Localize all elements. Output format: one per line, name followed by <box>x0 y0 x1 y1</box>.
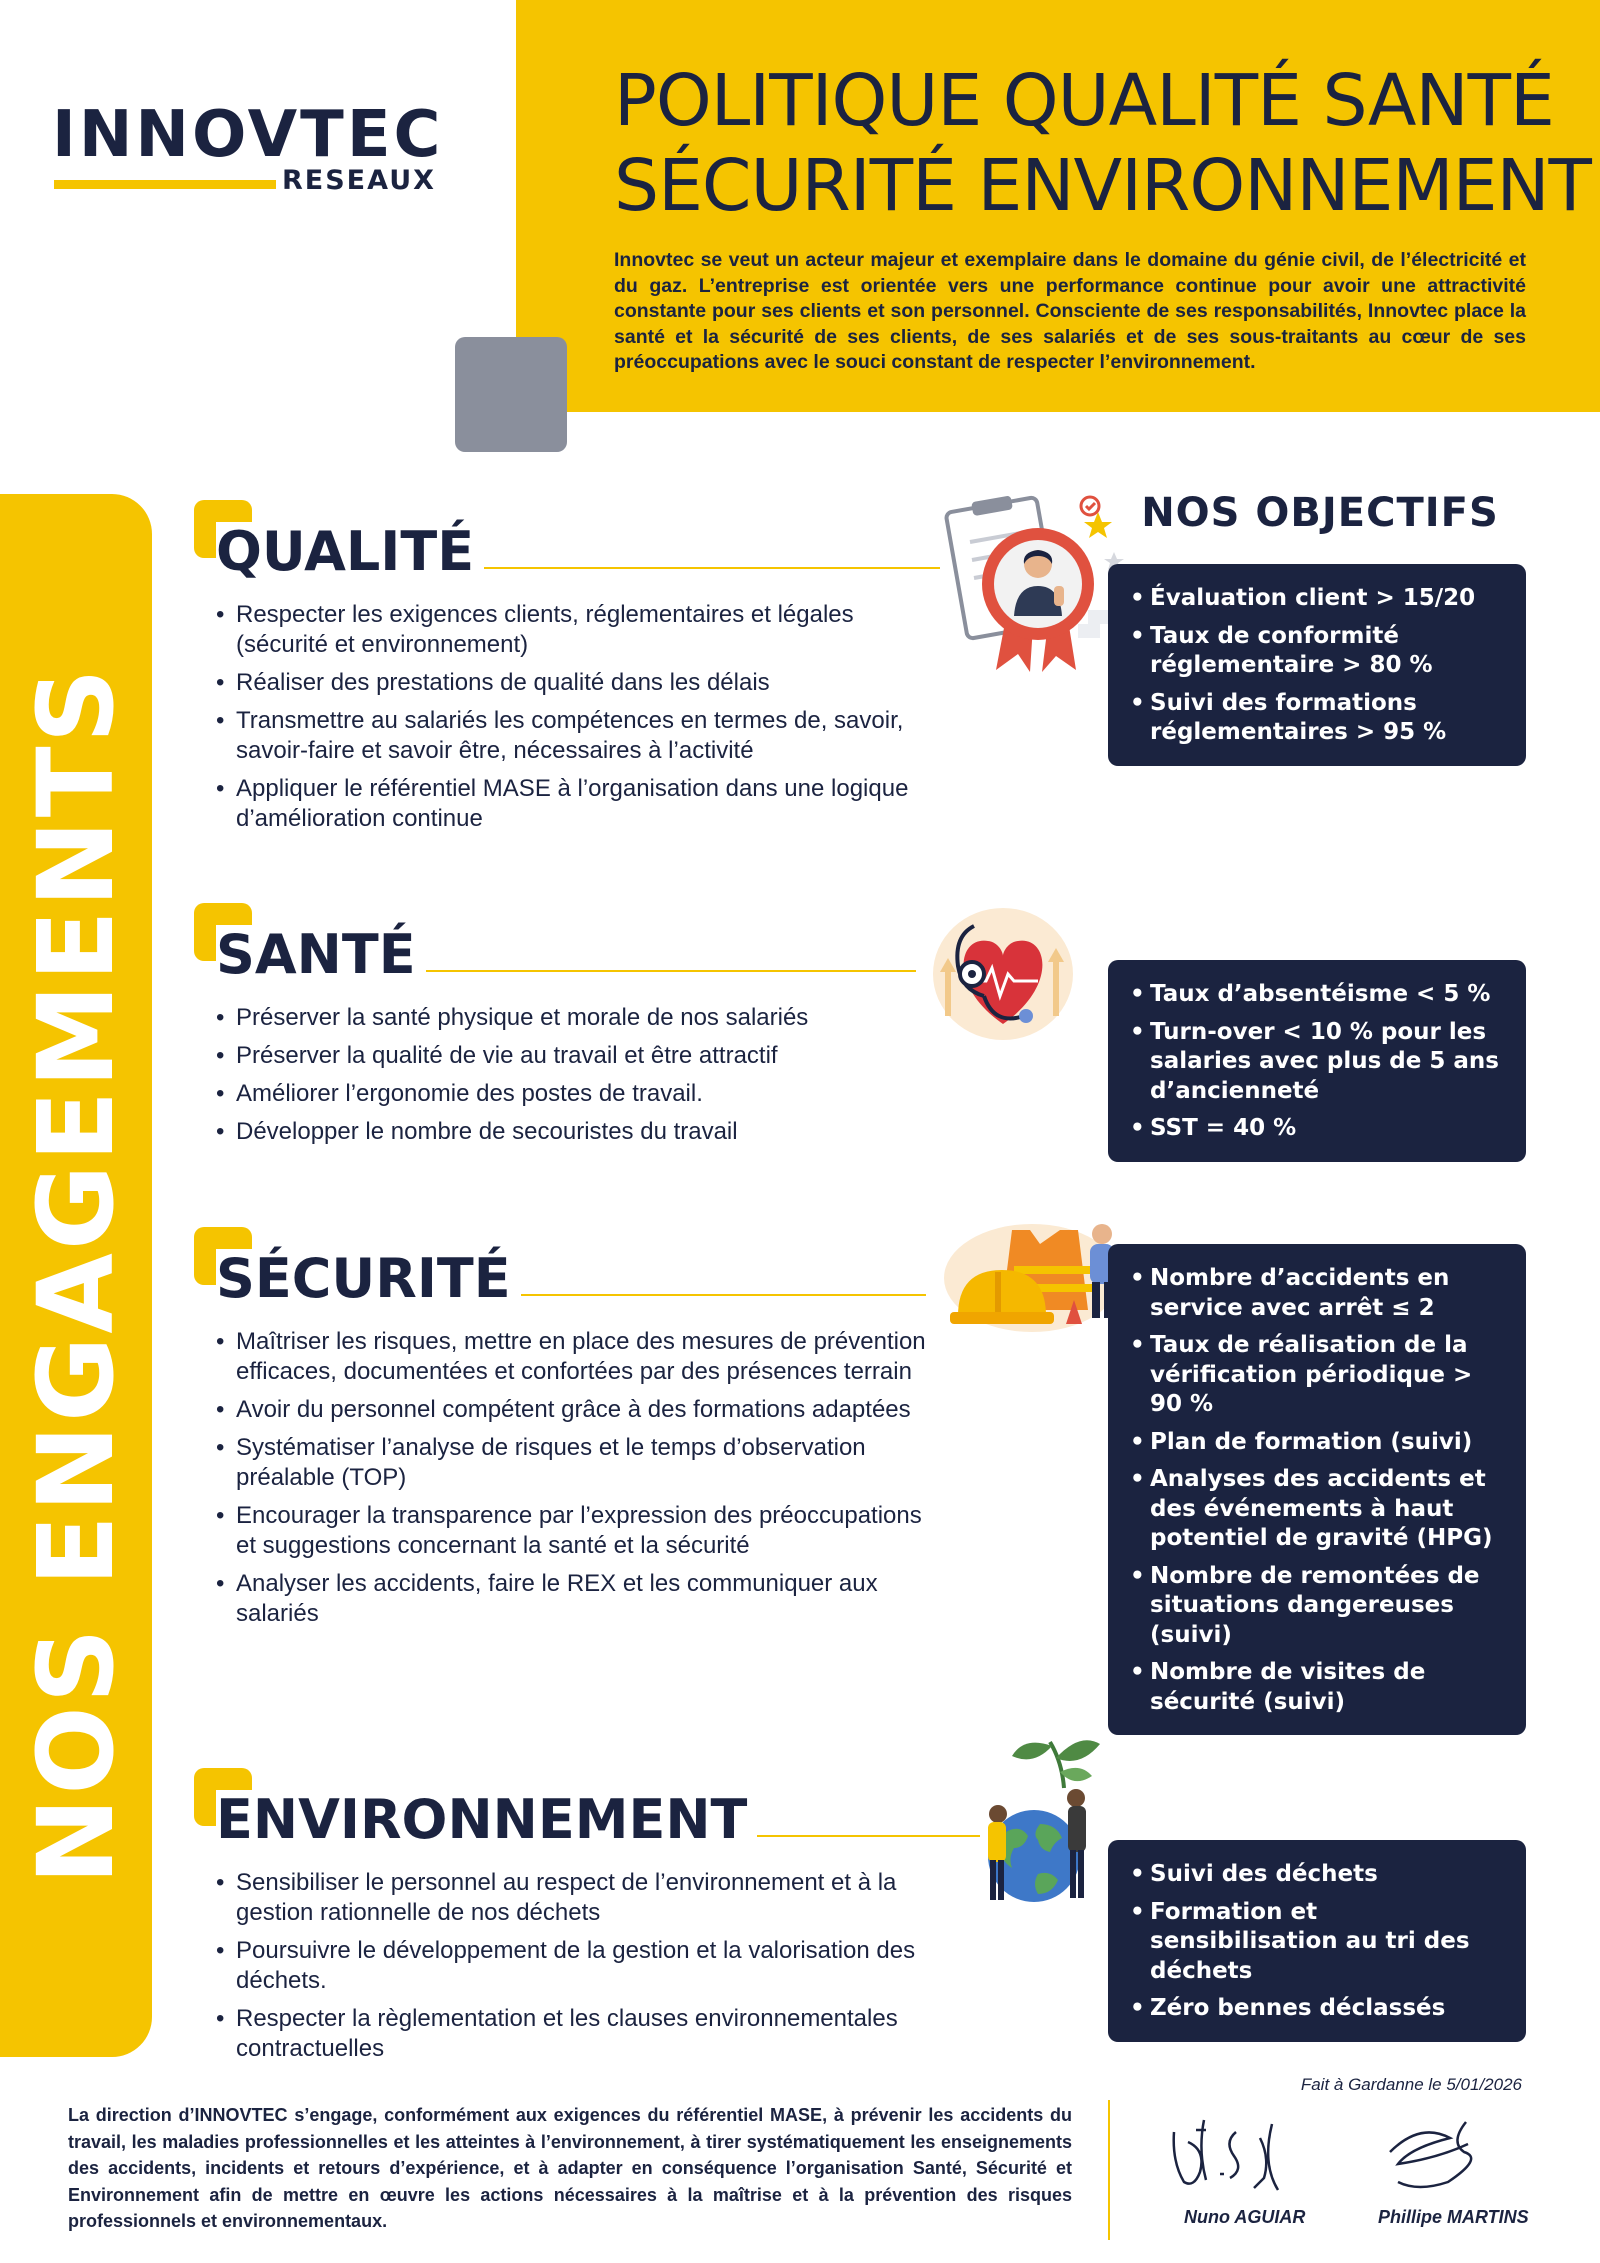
objective-item: • Nombre de visites de sécurité (suivi) <box>1130 1658 1502 1717</box>
footer-statement: La direction d’INNOVTEC s’engage, conformément aux exigences du référentiel MASE, à prévenir les accidents du travail, les maladies professionnelles et les atteintes à l’environnement, à tirer systématiquement les enseignements des accidents, incidents et retours d’expérience, et à adapter en conséquence l’organisation Santé, Sécurité et Environnement afin de mettre en œuvre les actions nécessaires à la maîtrise et à la prévention des risques professionnels et environnementaux. <box>68 2105 1072 2232</box>
page-title <box>614 58 1591 228</box>
list-item: • Améliorer l’ergonomie des postes de travail. <box>216 1079 936 1109</box>
objective-item: • Turn-over < 10 % pour les salaries avec plus de 5 ans d’ancienneté <box>1130 1018 1502 1107</box>
brand-name: INNOVTEC <box>52 98 444 172</box>
brand-sub: RESEAUX <box>282 165 436 196</box>
list-item: • Respecter les exigences clients, réglementaires et légales (sécurité et environnement) <box>216 600 936 660</box>
securite-rule <box>478 1294 926 1296</box>
decorative-square <box>455 337 567 452</box>
list-item: • Maîtriser les risques, mettre en place des mesures de prévention efficaces, documentées et confortées par des présences terrain <box>216 1327 936 1387</box>
intro-paragraph: Innovtec se veut un acteur majeur et exemplaire dans le domaine du génie civil, de l’électricité et du gaz. L’entreprise est orientée vers une performance continue pour avoir une attractivité constante pour ses clients et son personnel. Consciente de ses responsabilités, Innovtec place la santé et la sécurité de ses clients, de ses salariés et de ses sous-traitants au cœur de ses préoccupations avec le souci constant de respecter l’environnement. <box>614 249 1526 374</box>
signature-1 <box>1160 2112 1320 2202</box>
objective-item: • Suivi des déchets <box>1130 1860 1502 1890</box>
environnement-objectives <box>1108 1840 1526 2042</box>
securite-title: SÉCURITÉ <box>216 1249 521 1309</box>
objective-item: • Nombre d’accidents en service avec arrêt ≤ 2 <box>1130 1264 1502 1323</box>
list-item: • Sensibiliser le personnel au respect de l’environnement et à la gestion rationnelle de nos déchets <box>216 1868 936 1928</box>
objective-item: • Zéro bennes déclassés <box>1130 1994 1502 2024</box>
sante-title: SANTÉ <box>216 925 426 985</box>
heart-stethoscope-icon <box>928 896 1078 1046</box>
list-item: • Encourager la transparence par l’expression des préoccupations et suggestions concernant la santé et la sécurité <box>216 1501 936 1561</box>
environnement-list <box>216 1868 936 2072</box>
list-item: • Transmettre au salariés les compétences en termes de, savoir, savoir-faire et savoir être, nécessaires à l’activité <box>216 706 936 766</box>
clipboard-award-icon <box>938 492 1128 682</box>
qualite-list <box>216 600 936 842</box>
objective-item: • Suivi des formations réglementaires > 95 % <box>1130 689 1502 748</box>
objective-item: • Analyses des accidents et des événements à haut potentiel de gravité (HPG) <box>1130 1465 1502 1554</box>
signatory-1: Nuno AGUIAR <box>1184 2207 1306 2227</box>
environnement-title: ENVIRONNEMENT <box>216 1790 757 1850</box>
safety-gear-icon <box>942 1204 1132 1334</box>
list-item: • Avoir du personnel compétent grâce à des formations adaptées <box>216 1395 936 1425</box>
list-item: • Appliquer le référentiel MASE à l’organisation dans une logique d’amélioration continue <box>216 774 936 834</box>
securite-list <box>216 1327 936 1637</box>
objective-item: • SST = 40 % <box>1130 1114 1502 1144</box>
objective-item: • Taux de conformité réglementaire > 80 % <box>1130 622 1502 681</box>
title-line-2: SÉCURITÉ ENVIRONNEMENT <box>614 144 1591 227</box>
qualite-title: QUALITÉ <box>216 522 484 582</box>
list-item: • Systématiser l’analyse de risques et le temps d’observation préalable (TOP) <box>216 1433 936 1493</box>
sante-list <box>216 1003 936 1155</box>
list-item: • Réaliser des prestations de qualité dans les délais <box>216 668 936 698</box>
list-item: • Préserver la qualité de vie au travail et être attractif <box>216 1041 936 1071</box>
logo-underline <box>54 180 276 189</box>
list-item: • Analyser les accidents, faire le REX et les communiquer aux salariés <box>216 1569 936 1629</box>
title-line-1: POLITIQUE QUALITÉ SANTÉ <box>614 59 1554 142</box>
globe-plant-icon <box>968 1728 1118 1914</box>
sante-objectives <box>1108 960 1526 1162</box>
objective-item: • Taux d’absentéisme < 5 % <box>1130 980 1502 1010</box>
objective-item: • Taux de réalisation de la vérification périodique > 90 % <box>1130 1331 1502 1420</box>
place-date: Fait à Gardanne le 5/01/2026 <box>1300 2075 1522 2094</box>
list-item: • Poursuivre le développement de la gestion et la valorisation des déchets. <box>216 1936 936 1996</box>
signatory-2: Phillipe MARTINS <box>1378 2207 1529 2227</box>
side-banner-text: NOS ENGAGEMENTS <box>15 665 137 1885</box>
list-item: • Respecter la règlementation et les clauses environnementales contractuelles <box>216 2004 936 2064</box>
qualite-objectives <box>1108 564 1526 766</box>
signature-2 <box>1370 2112 1510 2202</box>
securite-objectives <box>1108 1244 1526 1735</box>
objective-item: • Formation et sensibilisation au tri des déchets <box>1130 1898 1502 1987</box>
list-item: • Développer le nombre de secouristes du travail <box>216 1117 936 1147</box>
objectives-heading: NOS OBJECTIFS <box>1141 490 1499 536</box>
sante-rule <box>394 970 916 972</box>
objective-item: • Plan de formation (suivi) <box>1130 1428 1502 1458</box>
objective-item: • Nombre de remontées de situations dangereuses (suivi) <box>1130 1562 1502 1651</box>
footer-divider <box>1108 2100 1110 2240</box>
list-item: • Préserver la santé physique et morale de nos salariés <box>216 1003 936 1033</box>
objective-item: • Évaluation client > 15/20 <box>1130 584 1502 614</box>
qualite-rule <box>440 567 940 569</box>
brand-logo <box>52 100 472 195</box>
